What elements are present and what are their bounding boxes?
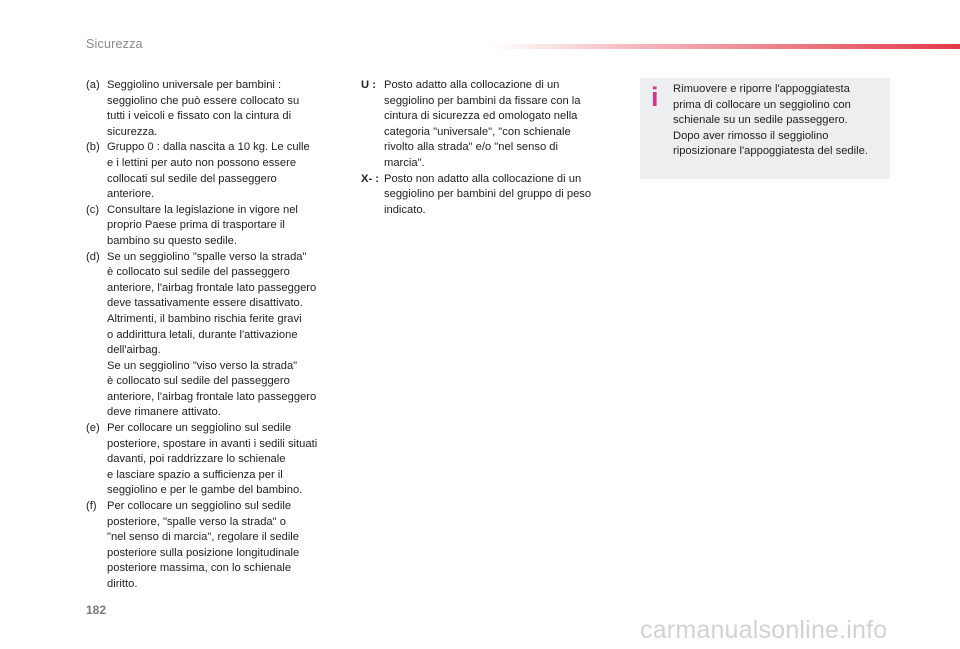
list-item bbox=[361, 172, 601, 219]
watermark: carmanualsonline.info bbox=[640, 616, 888, 644]
list-item bbox=[361, 78, 601, 172]
section-title: Sicurezza bbox=[86, 37, 143, 51]
legend-middle-column bbox=[361, 78, 601, 218]
item-text: Gruppo 0 : dalla nascita a 10 kg. Le culle e i lettini per auto non possono essere collocati sul sedile del passeggero anteriore. bbox=[107, 141, 310, 201]
item-label: (a) bbox=[86, 79, 100, 91]
list-item bbox=[86, 203, 346, 250]
item-label: (b) bbox=[86, 141, 100, 154]
item-text: Se un seggiolino "spalle verso la strada" è collocato sul sedile del passeggero anteriore, l'airbag frontale lato passeggero deve tassativamente essere disattivato. Altrimenti, il bambino rischia ferite gravi o addirittura letali, durante l'attivazione dell'airbag. Se un seggiolino "viso verso la strada" è collocato sul sedile del passeggero anteriore, l'airbag frontale lato passeggero deve rimanere attivato. bbox=[107, 250, 317, 419]
item-label: (e) bbox=[86, 422, 100, 435]
item-text: Seggiolino universale per bambini : seggiolino che può essere collocato su tutti i veicoli e fissato con la cintura di sicurezza. bbox=[107, 79, 300, 138]
item-label: (d) bbox=[86, 250, 100, 263]
info-box bbox=[640, 78, 890, 179]
list-item bbox=[86, 421, 346, 499]
list-item bbox=[86, 140, 346, 202]
item-text: Consultare la legislazione in vigore nel proprio Paese prima di trasportare il bambino su questo sedile. bbox=[107, 203, 298, 247]
info-text: Rimuovere e riporre l'appoggiatesta prima di collocare un seggiolino con schienale su un sedile passeggero. Dopo aver rimosso il seggiolino riposizionare l'appoggiatesta del sedile. bbox=[673, 83, 868, 158]
header-accent-bar bbox=[490, 44, 960, 49]
item-text: Per collocare un seggiolino sul sedile posteriore, "spalle verso la strada" o "nel senso di marcia", regolare il sedile posteriore sulla posizione longitudinale posteriore massima, con lo schienale diritto. bbox=[107, 500, 300, 590]
item-label: U : bbox=[361, 79, 376, 91]
item-label: X- : bbox=[361, 172, 380, 185]
item-label: (f) bbox=[86, 500, 97, 513]
item-text: Per collocare un seggiolino sul sedile posteriore, spostare in avanti i sedili situati davanti, poi raddrizzare lo schienale e lasciare spazio a sufficienza per il seggiolino e per le gambe del bambino. bbox=[107, 422, 318, 497]
list-item bbox=[86, 499, 346, 593]
definitions-left-column bbox=[86, 78, 346, 593]
item-label: (c) bbox=[86, 203, 100, 216]
list-item bbox=[86, 250, 346, 422]
item-text: Posto non adatto alla collocazione di un seggiolino per bambini del gruppo di peso indicato. bbox=[384, 172, 592, 216]
item-text: Posto adatto alla collocazione di un seggiolino per bambini da fissare con la cintura di sicurezza ed omologato nella categoria "universale", "con schienale rivolto alla strada" e/o "nel senso di marcia". bbox=[384, 79, 581, 169]
page-number: 182 bbox=[86, 603, 107, 617]
info-icon: i bbox=[651, 82, 659, 112]
list-item bbox=[86, 78, 346, 140]
